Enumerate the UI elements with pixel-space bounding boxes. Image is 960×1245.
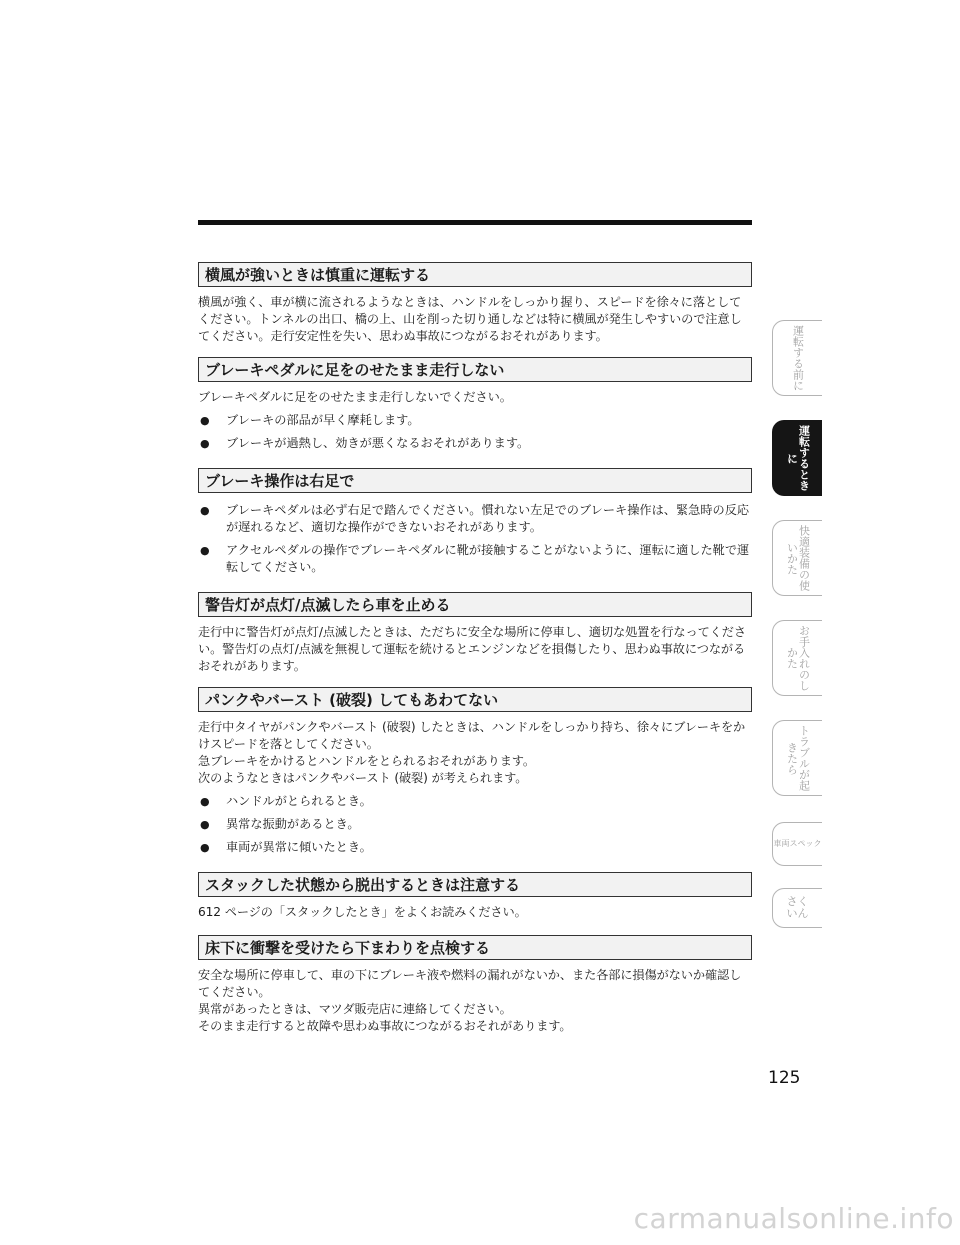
list-item: ● アクセルペダルの操作でブレーキペダルに靴が接触することがないように、運転に適した靴で運転してください。 [200, 543, 750, 574]
section-paragraph: 異常があったときは、マツダ販売店に連絡してください。 [198, 1002, 512, 1016]
bullet-icon: ● [200, 795, 210, 808]
section-paragraph: 走行中タイヤがパンクやバースト (破裂) したときは、ハンドルをしっかり持ち、徐々にブレーキをかけスピードを落としてください。 [198, 720, 746, 751]
list-item: ● ブレーキペダルは必ず右足で踏んでください。慣れない左足でのブレーキ操作は、緊急時の反応が遅れるなど、適切な操作ができないおそれがあります。 [200, 503, 750, 534]
section-heading: ブレーキペダルに足をのせたまま走行しない [198, 357, 752, 382]
tab-troubleshooting[interactable]: トラブルが起きたら [772, 720, 822, 796]
tab-comfort-features[interactable]: 快適装備の使いかた [772, 520, 822, 596]
bullet-list [198, 412, 752, 452]
section-paragraph: 走行中に警告灯が点灯/点滅したときは、ただちに安全な場所に停車し、適切な処置を行なってください。警告灯の点灯/点滅を無視して運転を続けるとエンジンなどを損傷したり、思わぬ事故につながるおそれがあります。 [198, 625, 746, 673]
list-item: ● ブレーキの部品が早く摩耗します。 [200, 413, 420, 427]
list-item: ● ハンドルがとられるとき。 [200, 794, 372, 808]
tab-maintenance[interactable]: お手入れのしかた [772, 620, 822, 696]
bullet-list [198, 793, 752, 856]
tab-while-driving[interactable]: 運転するときに [772, 420, 822, 496]
page-number: 125 [768, 1068, 801, 1088]
bullet-icon: ● [200, 414, 210, 427]
list-item: ● ブレーキが過熱し、効きが悪くなるおそれがあります。 [200, 436, 530, 450]
section-heading: 警告灯が点灯/点滅したら車を止める [198, 592, 752, 617]
section-heading: パンクやバースト (破裂) してもあわてない [198, 687, 752, 712]
bullet-icon: ● [200, 504, 210, 517]
section-paragraph: 安全な場所に停車して、車の下にブレーキ液や燃料の漏れがないか、また各部に損傷がないか確認してください。 [198, 968, 742, 999]
watermark: carmanualsonline.info [633, 1202, 954, 1235]
section-paragraph: 次のようなときはパンクやバースト (破裂) が考えられます。 [198, 771, 528, 785]
list-item: ● 異常な振動があるとき。 [200, 817, 360, 831]
section-paragraph: 急ブレーキをかけるとハンドルをとられるおそれがあります。 [198, 754, 535, 768]
bullet-icon: ● [200, 544, 210, 557]
main-content [198, 262, 752, 1035]
section-paragraph: 横風が強く、車が横に流されるようなときは、ハンドルをしっかり握り、スピードを徐々に落としてください。トンネルの出口、橋の上、山を削った切り通しなどは特に横風が発生しやすいので注意してください。走行安定性を失い、思わぬ事故につながるおそれがあります。 [198, 295, 742, 343]
section-paragraph: ブレーキペダルに足をのせたまま走行しないでください。 [198, 390, 512, 404]
tab-before-driving[interactable]: 運転する前に [772, 320, 822, 396]
bullet-icon: ● [200, 818, 210, 831]
section-heading: 床下に衝撃を受けたら下まわりを点検する [198, 935, 752, 960]
bullet-list [198, 502, 752, 576]
list-item: ● 車両が異常に傾いたとき。 [200, 840, 372, 854]
bullet-icon: ● [200, 437, 210, 450]
section-paragraph: 612 ページの「スタックしたとき」をよくお読みください。 [198, 905, 527, 919]
tab-specifications[interactable]: 車両スペック [772, 822, 822, 866]
section-heading: 横風が強いときは慎重に運転する [198, 262, 752, 287]
section-heading: スタックした状態から脱出するときは注意する [198, 872, 752, 897]
top-rule [198, 220, 752, 225]
section-paragraph: そのまま走行すると故障や思わぬ事故につながるおそれがあります。 [198, 1019, 572, 1033]
bullet-icon: ● [200, 841, 210, 854]
tab-index[interactable]: さくいん [772, 888, 822, 928]
section-heading: ブレーキ操作は右足で [198, 468, 752, 493]
